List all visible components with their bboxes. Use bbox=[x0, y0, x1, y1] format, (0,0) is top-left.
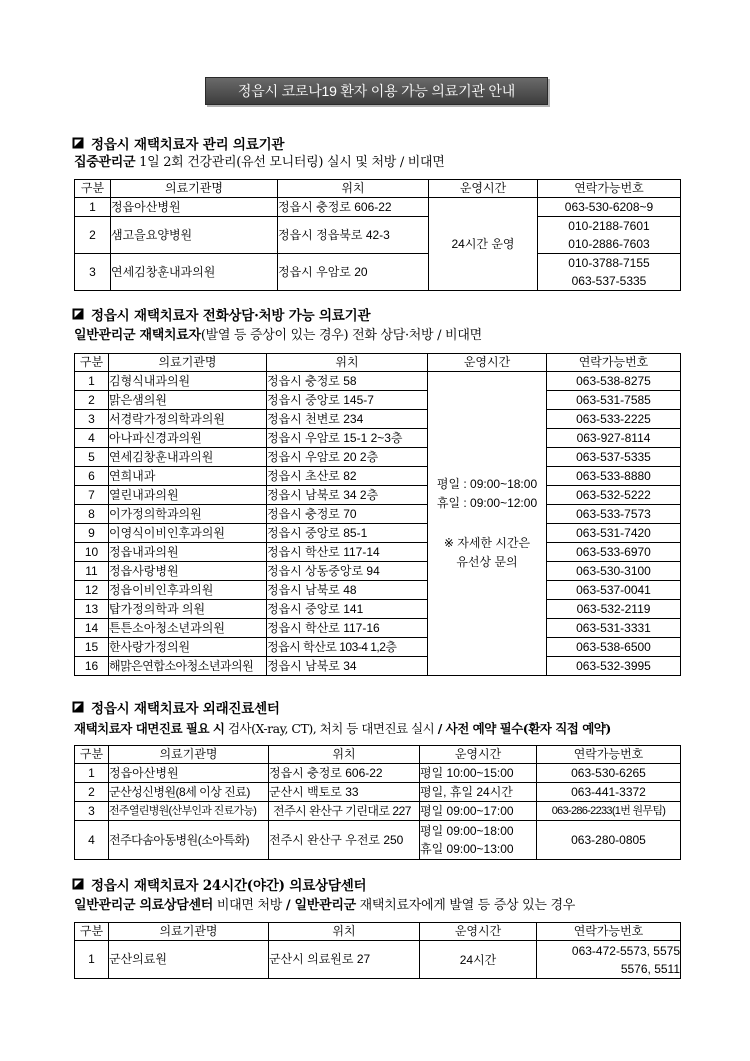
table-row bbox=[75, 619, 681, 638]
section-subtitle bbox=[74, 328, 482, 344]
column-header-no: 구분 bbox=[75, 180, 111, 198]
cell-no: 1 bbox=[75, 764, 109, 783]
table-row bbox=[75, 941, 681, 979]
cell-name: 정읍사랑병원 bbox=[109, 562, 267, 581]
subtitle-text: 1일 2회 건강관리(유선 모니터링) 실시 및 처방 / 비대면 bbox=[135, 155, 445, 170]
table-row bbox=[75, 254, 681, 291]
hours-note-text: 유선상 문의 bbox=[456, 555, 518, 569]
cell-hours bbox=[420, 783, 537, 802]
section-heading bbox=[72, 306, 370, 322]
cell-phone: 063-530-6265 bbox=[537, 764, 681, 783]
cell-no: 3 bbox=[75, 410, 109, 429]
table-row bbox=[75, 783, 681, 802]
hours-text: 24시간 bbox=[459, 952, 497, 967]
cell-phone: 063-533-2225 bbox=[547, 410, 681, 429]
table-row bbox=[75, 543, 681, 562]
cell-no: 13 bbox=[75, 600, 109, 619]
cell-name: 튼튼소아청소년과의원 bbox=[109, 619, 267, 638]
cell-name: 이가정의학과의원 bbox=[109, 505, 267, 524]
phone-text: 063-530-6208~9 bbox=[564, 200, 654, 214]
cell-location: 정읍시 충정로 58 bbox=[267, 372, 428, 391]
phone-text: 5576, 5511 bbox=[620, 961, 680, 976]
cell-location: 정읍시 충정로 606-22 bbox=[278, 198, 429, 217]
cell-phone: 063-280-0805 bbox=[537, 821, 681, 860]
cell-no: 2 bbox=[75, 783, 109, 802]
document-title: 정읍시 코로나19 환자 이용 가능 의료기관 안내 bbox=[237, 83, 516, 99]
section-heading bbox=[72, 699, 280, 715]
table-header-row bbox=[75, 354, 681, 372]
cell-name: 해맑은연합소아청소년과의원 bbox=[109, 657, 267, 676]
cell-phone: 063-532-2119 bbox=[547, 600, 681, 619]
column-header-name: 의료기관명 bbox=[109, 746, 269, 764]
column-header-phone: 연락가능번호 bbox=[537, 746, 681, 764]
hours-text: 평일 09:00~18:00 bbox=[420, 824, 514, 838]
column-header-location: 위치 bbox=[267, 354, 428, 372]
cell-name: 열린내과의원 bbox=[109, 486, 267, 505]
column-header-hours: 운영시간 bbox=[420, 923, 537, 941]
column-header-name: 의료기관명 bbox=[109, 354, 267, 372]
cell-hours bbox=[420, 764, 537, 783]
hours-text: 평일, 휴일 24시간 bbox=[420, 785, 513, 799]
column-header-hours: 운영시간 bbox=[428, 354, 547, 372]
cell-hours bbox=[420, 802, 537, 821]
cell-name: 정읍내과의원 bbox=[109, 543, 267, 562]
column-header-name: 의료기관명 bbox=[109, 923, 269, 941]
table-row bbox=[75, 429, 681, 448]
cell-name: 연희내과 bbox=[109, 467, 267, 486]
subtitle-text: 검사(X-ray, CT), 처치 등 대면진료 실시 bbox=[224, 721, 438, 736]
cell-location: 정읍시 상동중앙로 94 bbox=[267, 562, 428, 581]
cell-no: 1 bbox=[75, 941, 109, 979]
column-header-no: 구분 bbox=[75, 746, 109, 764]
cell-location: 정읍시 학산로 117-14 bbox=[267, 543, 428, 562]
subtitle-text: 비대면 처방 bbox=[213, 898, 286, 913]
column-header-phone: 연락가능번호 bbox=[538, 180, 681, 198]
phone-text: 010-2188-7601 bbox=[568, 219, 650, 233]
cell-phone: 063-538-6500 bbox=[547, 638, 681, 657]
cell-phone bbox=[537, 941, 681, 979]
subtitle-bold-text: / 일반관리군 bbox=[285, 898, 356, 913]
cell-location: 정읍시 우암로 15-1 2~3층 bbox=[267, 429, 428, 448]
table-header-row bbox=[75, 923, 681, 941]
cell-no: 9 bbox=[75, 524, 109, 543]
subtitle-text: 재택치료자에게 발열 등 증상 있는 경우 bbox=[355, 898, 575, 913]
section-heading-text: 정읍시 재택치료자 전화상담·처방 가능 의료기관 bbox=[91, 308, 371, 324]
table-row bbox=[75, 821, 681, 860]
section-subtitle bbox=[74, 721, 611, 737]
cell-phone: 063-531-3331 bbox=[547, 619, 681, 638]
column-header-location: 위치 bbox=[269, 746, 420, 764]
subtitle-bold-text: / 사전 예약 필수(환자 직접 예약) bbox=[437, 721, 611, 736]
cell-hours-merged bbox=[429, 198, 538, 291]
section-bullet-icon bbox=[72, 878, 84, 890]
cell-phone: 063-533-7573 bbox=[547, 505, 681, 524]
cell-name: 샘고을요양병원 bbox=[111, 217, 278, 254]
section-heading bbox=[72, 876, 366, 892]
hours-text: 휴일 09:00~13:00 bbox=[420, 842, 514, 856]
cell-no: 8 bbox=[75, 505, 109, 524]
cell-no: 1 bbox=[75, 198, 111, 217]
column-header-location: 위치 bbox=[269, 923, 420, 941]
cell-phone: 063-532-5222 bbox=[547, 486, 681, 505]
cell-location: 정읍시 우암로 20 2층 bbox=[267, 448, 428, 467]
cell-location: 정읍시 남북로 34 bbox=[267, 657, 428, 676]
column-header-no: 구분 bbox=[75, 923, 109, 941]
cell-no: 3 bbox=[75, 254, 111, 291]
cell-name: 전주열린병원(산부인과 진료가능) bbox=[109, 802, 269, 821]
section-bullet-icon bbox=[72, 137, 84, 149]
cell-no: 2 bbox=[75, 217, 111, 254]
table-row bbox=[75, 764, 681, 783]
table-phone-consultation bbox=[74, 353, 681, 676]
section-heading-text: 정읍시 재택치료자 외래진료센터 bbox=[91, 701, 280, 717]
table-row bbox=[75, 600, 681, 619]
column-header-hours: 운영시간 bbox=[420, 746, 537, 764]
cell-no: 4 bbox=[75, 821, 109, 860]
phone-text: 010-3788-7155 bbox=[568, 256, 650, 270]
cell-phone bbox=[538, 217, 681, 254]
cell-no: 16 bbox=[75, 657, 109, 676]
table-row bbox=[75, 638, 681, 657]
hours-text: 평일 10:00~15:00 bbox=[420, 766, 514, 780]
table-row bbox=[75, 657, 681, 676]
subtitle-text: (발열 등 증상이 있는 경우) 전화 상담·처방 / 비대면 bbox=[200, 328, 482, 343]
document-title-banner bbox=[205, 77, 548, 105]
cell-no: 14 bbox=[75, 619, 109, 638]
column-header-hours: 운영시간 bbox=[429, 180, 538, 198]
cell-no: 5 bbox=[75, 448, 109, 467]
cell-phone: 063-286-2233(1번 원무팀) bbox=[537, 802, 681, 821]
cell-name: 맑은샘의원 bbox=[109, 391, 267, 410]
cell-no: 4 bbox=[75, 429, 109, 448]
cell-location: 군산시 의료원로 27 bbox=[269, 941, 420, 979]
cell-location: 군산시 백토로 33 bbox=[269, 783, 420, 802]
column-header-name: 의료기관명 bbox=[111, 180, 278, 198]
hours-spacer bbox=[428, 513, 546, 534]
cell-location: 정읍시 중앙로 145-7 bbox=[267, 391, 428, 410]
table-row bbox=[75, 217, 681, 254]
cell-phone: 063-533-8880 bbox=[547, 467, 681, 486]
section-bullet-icon bbox=[72, 308, 84, 320]
cell-no: 6 bbox=[75, 467, 109, 486]
column-header-location: 위치 bbox=[278, 180, 429, 198]
cell-phone bbox=[538, 198, 681, 217]
table-row bbox=[75, 802, 681, 821]
hours-holiday-text: 휴일 : 09:00~12:00 bbox=[436, 496, 538, 510]
cell-name: 군산의료원 bbox=[109, 941, 269, 979]
cell-phone: 063-531-7420 bbox=[547, 524, 681, 543]
cell-name: 탑가정의학과 의원 bbox=[109, 600, 267, 619]
table-row bbox=[75, 467, 681, 486]
cell-phone: 063-441-3372 bbox=[537, 783, 681, 802]
cell-phone bbox=[538, 254, 681, 291]
cell-no: 3 bbox=[75, 802, 109, 821]
cell-hours bbox=[420, 821, 537, 860]
cell-location: 정읍시 남북로 48 bbox=[267, 581, 428, 600]
subtitle-bold-text: 집중관리군 bbox=[74, 155, 136, 170]
hours-text: 24시간 운영 bbox=[451, 237, 515, 251]
cell-no: 1 bbox=[75, 372, 109, 391]
table-header-row bbox=[75, 180, 681, 198]
cell-name: 김형식내과의원 bbox=[109, 372, 267, 391]
table-row bbox=[75, 410, 681, 429]
cell-name: 연세김창훈내과의원 bbox=[111, 254, 278, 291]
cell-location: 정읍시 정읍북로 42-3 bbox=[278, 217, 429, 254]
section-heading bbox=[72, 135, 284, 151]
hours-note-text: ※ 자세한 시간은 bbox=[443, 536, 531, 550]
table-row bbox=[75, 562, 681, 581]
cell-name: 이영식이비인후과의원 bbox=[109, 524, 267, 543]
table-row bbox=[75, 524, 681, 543]
subtitle-bold-text: 일반관리군 의료상담센터 bbox=[74, 898, 214, 913]
cell-phone: 063-532-3995 bbox=[547, 657, 681, 676]
table-row bbox=[75, 448, 681, 467]
cell-no: 2 bbox=[75, 391, 109, 410]
hours-text: 평일 09:00~17:00 bbox=[420, 804, 514, 818]
cell-location: 정읍시 충정로 606-22 bbox=[269, 764, 420, 783]
cell-phone: 063-531-7585 bbox=[547, 391, 681, 410]
table-row bbox=[75, 391, 681, 410]
cell-no: 11 bbox=[75, 562, 109, 581]
cell-no: 7 bbox=[75, 486, 109, 505]
phone-text: 063-537-5335 bbox=[571, 274, 647, 288]
column-header-phone: 연락가능번호 bbox=[537, 923, 681, 941]
hours-weekday-text: 평일 : 09:00~18:00 bbox=[436, 477, 538, 491]
cell-name: 정읍아산병원 bbox=[111, 198, 278, 217]
cell-phone: 063-533-6970 bbox=[547, 543, 681, 562]
cell-phone: 063-537-0041 bbox=[547, 581, 681, 600]
section-heading-text: 정읍시 재택치료자 관리 의료기관 bbox=[91, 137, 285, 153]
cell-name: 정읍아산병원 bbox=[109, 764, 269, 783]
table-home-care-management bbox=[74, 179, 681, 291]
cell-name: 연세김창훈내과의원 bbox=[109, 448, 267, 467]
section-subtitle bbox=[74, 898, 575, 914]
cell-name: 전주다솜아동병원(소아특화) bbox=[109, 821, 269, 860]
phone-text: 010-2886-7603 bbox=[568, 237, 650, 251]
cell-phone: 063-538-8275 bbox=[547, 372, 681, 391]
cell-no: 15 bbox=[75, 638, 109, 657]
cell-hours bbox=[420, 941, 537, 979]
cell-phone: 063-927-8114 bbox=[547, 429, 681, 448]
cell-location: 정읍시 우암로 20 bbox=[278, 254, 429, 291]
cell-hours-merged bbox=[428, 372, 547, 676]
table-night-consultation-center bbox=[74, 922, 681, 979]
table-row bbox=[75, 486, 681, 505]
section-subtitle bbox=[74, 155, 445, 171]
cell-location: 정읍시 충정로 70 bbox=[267, 505, 428, 524]
subtitle-bold-text: 재택치료자 대면진료 필요 시 bbox=[74, 721, 225, 736]
cell-location: 정읍시 중앙로 85-1 bbox=[267, 524, 428, 543]
cell-name: 군산성신병원(8세 이상 진료) bbox=[109, 783, 269, 802]
cell-location: 정읍시 남북로 34 2층 bbox=[267, 486, 428, 505]
section-heading-text: 정읍시 재택치료자 24시간(야간) 의료상담센터 bbox=[91, 878, 367, 894]
cell-no: 12 bbox=[75, 581, 109, 600]
cell-name: 서경락가정의학과의원 bbox=[109, 410, 267, 429]
cell-location: 정읍시 중앙로 141 bbox=[267, 600, 428, 619]
table-row bbox=[75, 505, 681, 524]
cell-name: 한사랑가정의원 bbox=[109, 638, 267, 657]
cell-name: 정읍이비인후과의원 bbox=[109, 581, 267, 600]
cell-location: 전주시 완산구 기린대로 227 bbox=[269, 802, 420, 821]
column-header-phone: 연락가능번호 bbox=[547, 354, 681, 372]
table-outpatient-center bbox=[74, 745, 681, 860]
table-row bbox=[75, 372, 681, 391]
phone-text: 063-472-5573, 5575 bbox=[571, 943, 680, 958]
cell-location: 정읍시 학산로 103-4 1,2층 bbox=[267, 638, 428, 657]
cell-phone: 063-537-5335 bbox=[547, 448, 681, 467]
cell-phone: 063-530-3100 bbox=[547, 562, 681, 581]
cell-location: 정읍시 초산로 82 bbox=[267, 467, 428, 486]
cell-no: 10 bbox=[75, 543, 109, 562]
cell-name: 아나파신경과의원 bbox=[109, 429, 267, 448]
table-row bbox=[75, 198, 681, 217]
section-bullet-icon bbox=[72, 701, 84, 713]
cell-location: 전주시 완산구 우전로 250 bbox=[269, 821, 420, 860]
column-header-no: 구분 bbox=[75, 354, 109, 372]
cell-location: 정읍시 천변로 234 bbox=[267, 410, 428, 429]
table-header-row bbox=[75, 746, 681, 764]
table-row bbox=[75, 581, 681, 600]
cell-location: 정읍시 학산로 117-16 bbox=[267, 619, 428, 638]
subtitle-bold-text: 일반관리군 재택치료자 bbox=[74, 328, 201, 343]
